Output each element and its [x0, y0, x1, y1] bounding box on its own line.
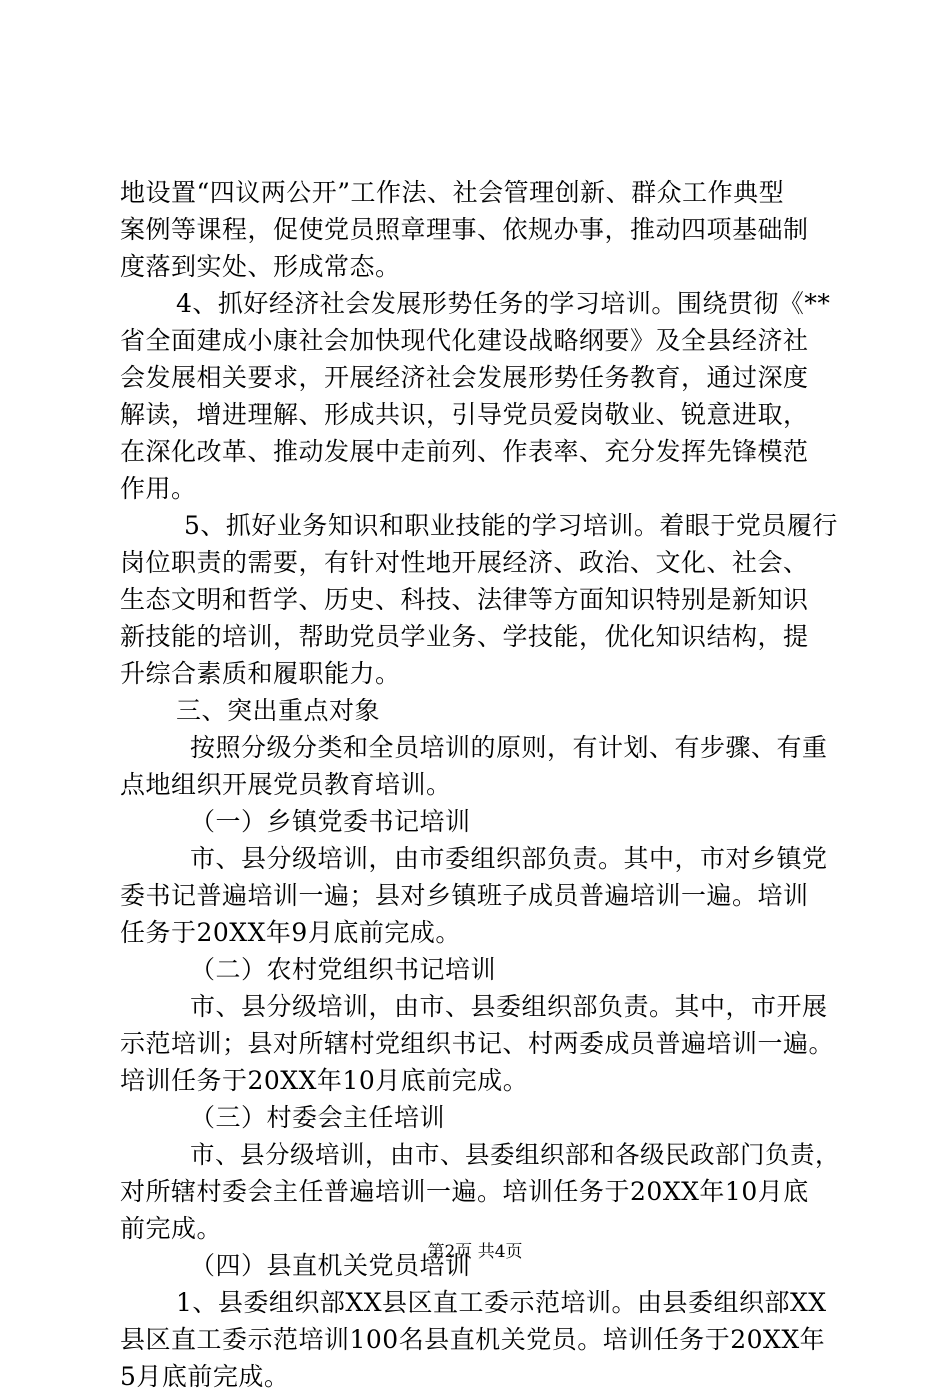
subheading-1: （一）乡镇党委书记培训	[190, 807, 471, 836]
text-line: 案例等课程，促使党员照章理事、依规办事，推动四项基础制	[120, 215, 809, 244]
paragraph-5-start: 5、抓好业务知识和职业技能的学习培训。着眼于党员履行	[184, 511, 838, 540]
text-line: 地设置“四议两公开”工作法、社会管理创新、群众工作典型	[120, 178, 785, 207]
subheading-4: （四）县直机关党员培训	[190, 1251, 471, 1280]
paragraph-start: 市、县分级培训，由市、县委组织部负责。其中，市开展	[190, 992, 828, 1021]
paragraph-start: 市、县分级培训，由市委组织部负责。其中，市对乡镇党	[190, 844, 828, 873]
paragraph-start: 市、县分级培训，由市、县委组织部和各级民政部门负责，	[190, 1140, 840, 1169]
text-line: 在深化改革、推动发展中走前列、作表率、充分发挥先锋模范	[120, 437, 809, 466]
text-line: 示范培训；县对所辖村党组织书记、村两委成员普遍培训一遍。	[120, 1029, 835, 1058]
paragraph-4-start: 4、抓好经济社会发展形势任务的学习培训。围绕贯彻《**	[176, 289, 831, 318]
text-line: 对所辖村委会主任普遍培训一遍。培训任务于20XX年10月底	[120, 1177, 809, 1206]
page-number-footer: 第2页 共4页	[427, 1242, 523, 1262]
text-line: 5月底前完成。	[120, 1362, 290, 1391]
text-line: 任务于20XX年9月底前完成。	[120, 918, 461, 947]
text-line: 解读，增进理解、形成共识，引导党员爱岗敬业、锐意进取，	[120, 400, 809, 429]
text-line: 省全面建成小康社会加快现代化建设战略纲要》及全县经济社	[120, 326, 809, 355]
text-line: 升综合素质和履职能力。	[120, 659, 401, 688]
text-line: 前完成。	[120, 1214, 223, 1243]
text-line: 作用。	[120, 474, 197, 503]
text-line: 点地组织开展党员教育培训。	[120, 770, 452, 799]
text-line: 会发展相关要求，开展经济社会发展形势任务教育，通过深度	[120, 363, 809, 392]
text-line: 生态文明和哲学、历史、科技、法律等方面知识特别是新知识	[120, 585, 809, 614]
text-line: 委书记普遍培训一遍；县对乡镇班子成员普遍培训一遍。培训	[120, 881, 809, 910]
subheading-2: （二）农村党组织书记培训	[190, 955, 497, 984]
text-line: 县区直工委示范培训100名县直机关党员。培训任务于20XX年	[120, 1325, 826, 1354]
document-body	[120, 174, 840, 1395]
text-line: 岗位职责的需要，有针对性地开展经济、政治、文化、社会、	[120, 548, 809, 577]
paragraph-start: 按照分级分类和全员培训的原则，有计划、有步骤、有重	[190, 733, 828, 762]
section-heading-3: 三、突出重点对象	[176, 696, 381, 725]
text-line: 度落到实处、形成常态。	[120, 252, 401, 281]
text-line: 培训任务于20XX年10月底前完成。	[120, 1066, 529, 1095]
paragraph-start: 1、县委组织部XX县区直工委示范培训。由县委组织部XX	[176, 1288, 827, 1317]
subheading-3: （三）村委会主任培训	[190, 1103, 446, 1132]
text-line: 新技能的培训，帮助党员学业务、学技能，优化知识结构，提	[120, 622, 809, 651]
